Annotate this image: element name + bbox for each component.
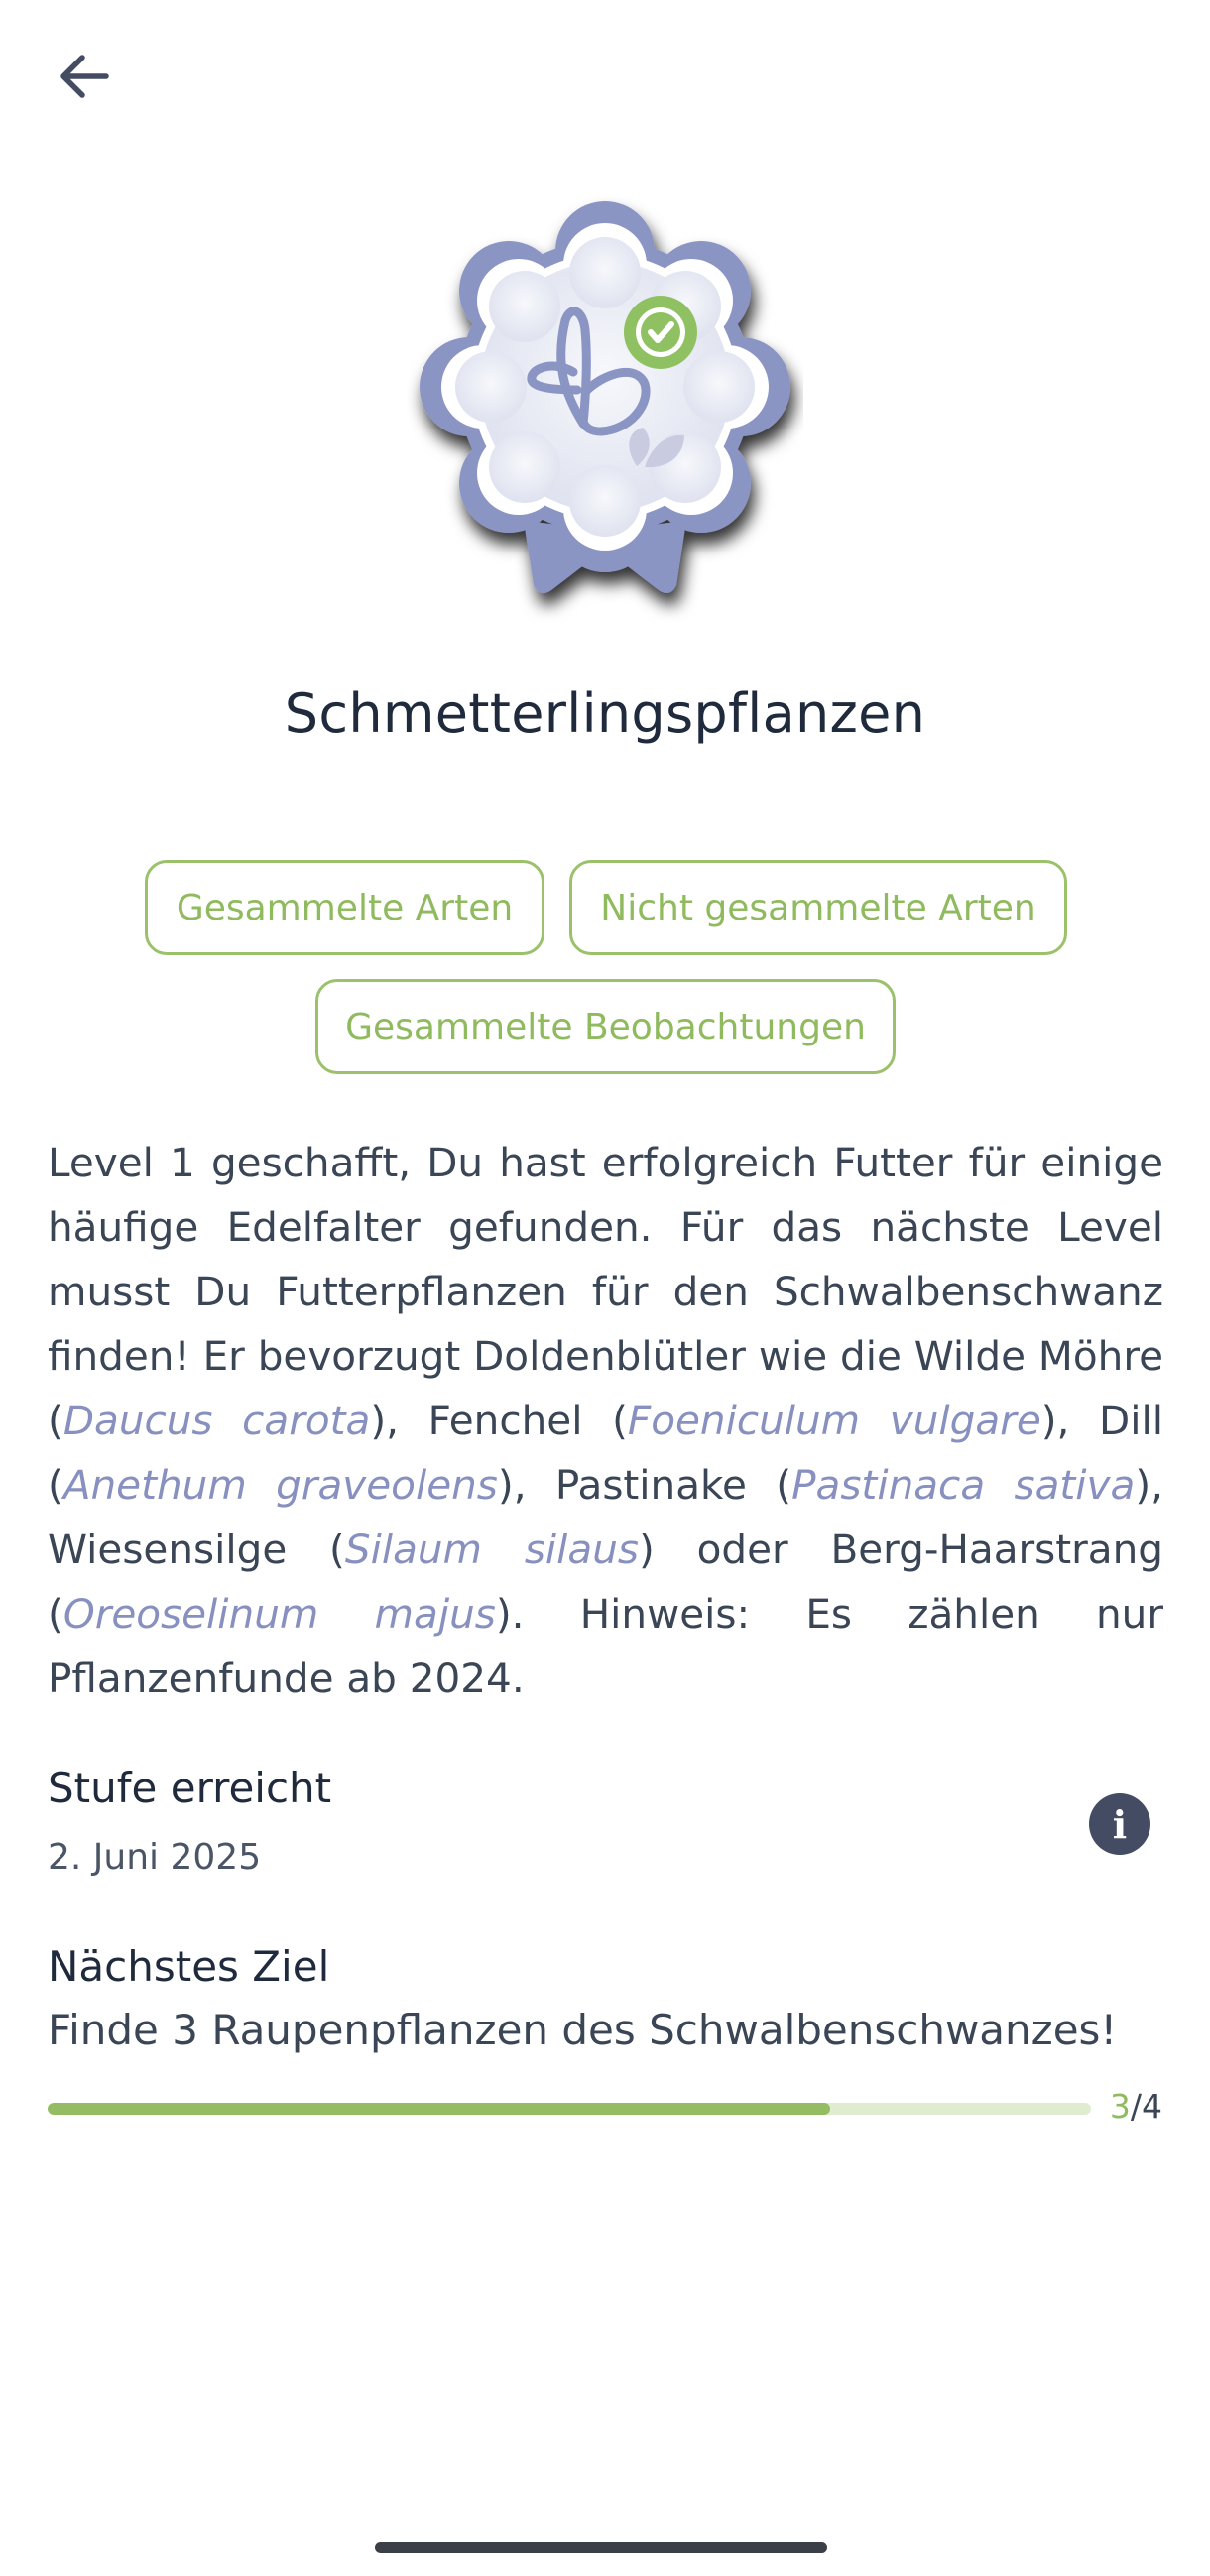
scientific-name: Anethum graveolens xyxy=(62,1461,498,1509)
description-text: ), Pastinake ( xyxy=(497,1461,792,1509)
uncollected-species-button[interactable]: Nicht gesammelte Arten xyxy=(569,860,1067,955)
scientific-name: Pastinaca sativa xyxy=(791,1461,1136,1509)
collected-observations-button[interactable]: Gesammelte Beobachtungen xyxy=(315,979,896,1074)
scientific-name: Foeniculum vulgare xyxy=(627,1397,1041,1444)
description-text: ), Wiesensilge ( xyxy=(48,1461,1163,1573)
progress-total: 4 xyxy=(1142,2087,1162,2126)
page-title: Schmetterlingspflanzen xyxy=(284,682,926,745)
level-reached-date: 2. Juni 2025 xyxy=(48,1837,262,1878)
info-icon: i xyxy=(1112,1801,1128,1847)
progress-current: 3 xyxy=(1109,2087,1131,2126)
back-button[interactable] xyxy=(40,32,129,121)
next-goal-label: Nächstes Ziel xyxy=(48,1942,330,1991)
scientific-name: Silaum silaus xyxy=(344,1526,640,1573)
home-indicator xyxy=(375,2542,827,2553)
collected-species-button[interactable]: Gesammelte Arten xyxy=(145,860,544,955)
scientific-name: Daucus carota xyxy=(62,1397,371,1444)
description-text: ) oder Berg-Haarstrang ( xyxy=(48,1526,1164,1638)
level-reached-label: Stufe erreicht xyxy=(48,1764,332,1812)
description-text: ), Dill ( xyxy=(48,1397,1164,1509)
scientific-name: Oreoselinum majus xyxy=(62,1590,496,1638)
description-text: ). Hinweis: Es zählen nur Pflanzenfunde ab 2024. xyxy=(48,1590,1163,1702)
arrow-left-icon xyxy=(55,47,114,106)
badge-description xyxy=(48,1131,1163,1711)
progress-count: 3/4 xyxy=(1109,2087,1162,2126)
description-text: ), Fenchel ( xyxy=(370,1397,628,1444)
progress-bar xyxy=(48,2103,1091,2115)
check-circle-icon xyxy=(624,296,697,369)
description-text: Level 1 geschafft, Du hast erfolgreich Futter für einige häufige Edelfalter gefunden. Für das nächste Level musst Du Futterpflanzen für den Schwalbenschwanz finden! Er bevorzugt Doldenblütler wie die Wilde Möhre ( xyxy=(48,1139,1163,1444)
next-goal-text: Finde 3 Raupenpflanzen des Schwalbenschwanzes! xyxy=(48,2006,1118,2054)
progress-bar-fill xyxy=(48,2103,830,2115)
achievement-badge xyxy=(407,193,803,640)
info-button[interactable] xyxy=(1089,1793,1150,1855)
